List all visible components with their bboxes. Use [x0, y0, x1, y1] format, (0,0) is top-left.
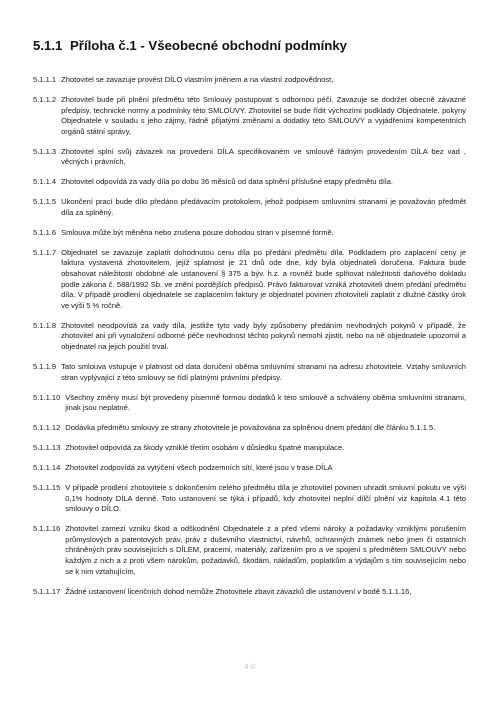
clause-item: [33, 423, 466, 434]
clause-item: [33, 228, 466, 239]
clause-number: 5.1.1.5: [33, 197, 57, 207]
clause-text: Objednatel se zavazuje zaplatit dohodnutou cenu díla po předání předmětu díla. Podkladem pro zaplacení ceny je faktura vystavená zhotovitelem, jejíž splatnost je 21 dnů ode dne, kdy byla objednateli doručena. Faktura bude obsahovat náležitosti obdobné ale ustanovení § 375 a býv. h.z. a rovněž bude splňovat náležitosti daňového dokladu podle zákona č. 588/1992 Sb. ve znění pozdějších předpisů. Právo fakturovat vzniká zhotoviteli dnem předání předmětu díla. V případě prodlení objednatele se zaplacením faktury je objednatel povinen zhotoviteli zaplatit z dlužné částky úrok ve výši 5 % ročně.: [61, 247, 466, 310]
clause-number: 5.1.1.3: [33, 146, 57, 156]
clause-number: 5.1.1.2: [33, 94, 57, 104]
clause-text: Zhotovitel se zavazuje provést DÍLO vlastním jménem a na vlastní zodpovědnost,: [61, 75, 334, 84]
clause-item: [33, 75, 466, 86]
clause-number: 5.1.1.8: [33, 320, 57, 330]
clause-item: [33, 443, 466, 454]
clause-item: [33, 321, 466, 353]
clause-text: Ukončení prací bude dílo předáno předávacím protokolem, jehož podpisem smluvními stranami je považován předmět díla za splněný.: [61, 197, 466, 217]
clause-list: [33, 75, 466, 607]
clause-text: Zhotovitel bude při plnění předmětu této Smlouvy postupovat s odbornou péčí. Zavazuje se dodržet obecně závazné předpisy, technické normy a podmínky této SMLOUVY. Zhotovitel se bude řídit výchozími podklady Objednatele, pokyny Objednatele v souladu s jeho zájmy, řádně přijatými změnami a dodatky této SMLOUVY a vyjádřeními kompetentních orgánů státní správy,: [61, 94, 466, 136]
clause-item: [33, 95, 466, 137]
clause-item: [33, 463, 466, 474]
clause-text: Všechny změny musí být provedeny písemně formou dodatků k této smlouvě a schváleny oběma smluvními stranami, jinak jsou neplatné.: [65, 392, 466, 413]
clause-text: Zhotovitel zamezí vzniku škod a odškodnění Objednatele z a před všemi nároky a požadavky vzniklými porušením průmyslových a patentových práv, práv z duševního vlastnictví, návrhů, ochranných známek nebo jmen či ostatních chráněných práv souvisejících s DÍLEM, pracemi, materiály, zařízením pro a ve spojení s předmětem SMLOUVY nebo každým z nich a z proti všem nárokům, požadavků, škodám, nákladům, poplatkům a výdajům s tím souvisejícím nebo se k nim vztahujícím,: [65, 524, 466, 576]
clause-number: 5.1.1.1: [33, 75, 57, 84]
clause-text: V případě prodlení zhotovitele s dokončením celého předmětu díla je zhotovitel povinen uhradit smluvní pokutu ve výši 0,1% hodnoty DÍLA denně. Toto ustanovení se týká i případů, kdy zhotovitel neplní dílčí plnění viz kapitola 4.1 této smlouvy o DÍLO.: [65, 483, 466, 514]
section-title: Příloha č.1 - Všeobecné obchodní podmínky: [70, 38, 348, 53]
clause-text: Žádné ustanovení licenčních dohod nemůže Zhotovitele zbavit závazků dle ustanovení v bodě 5.1.1.16,: [65, 586, 412, 596]
clause-text: Tato smlouva vstupuje v platnost od data doručení oběma smluvními stranami na adresu zhotovitele. Vztahy smluvních stran vyplývající z této smlouvy se řídí platnými právními předpisy.: [61, 362, 466, 382]
clause-number: 5.1.1.6: [33, 227, 57, 237]
clause-number: 5.1.1.15: [33, 483, 61, 493]
section-heading: [33, 38, 347, 53]
clause-number: 5.1.1.4: [33, 177, 57, 187]
clause-item: [33, 362, 466, 383]
clause-number: 5.1.1.14: [33, 463, 61, 473]
page-footer: 4 ©: [244, 664, 256, 671]
clause-item: [33, 483, 466, 515]
clause-item: [33, 587, 466, 598]
clause-item: [33, 393, 466, 414]
clause-number: 5.1.1.13: [33, 443, 61, 453]
clause-text: Zhotovitel odpovídá za škody vzniklé třetím osobám v důsledku špatné manipulace.: [65, 443, 345, 453]
clause-number: 5.1.1.17: [33, 586, 61, 596]
clause-number: 5.1.1.7: [33, 247, 57, 257]
clause-text: Zhotovitel splní svůj závazek na provedení DÍLA specifikovaném ve smlouvě řádným provedením DÍLA bez vad , věcných i právních,: [61, 146, 466, 167]
clause-item: [33, 197, 466, 218]
clause-item: [33, 147, 466, 168]
clause-text: Smlouva může být měněna nebo zrušena pouze dohodou stran v písemné formě.: [61, 227, 334, 237]
clause-item: [33, 248, 466, 312]
clause-number: 5.1.1.12: [33, 423, 61, 433]
clause-text: Zhotovitel odpovídá za vady díla po dobu 36 měsíců od data splnění příslušné etapy předmětu díla.: [61, 177, 393, 187]
clause-text: Zhotovitel neodpovídá za vady díla, jestliže tyto vady byly způsobeny předáním nevhodných pokynů v případě, že zhotovitel ani při vynaložení odborné péče nevhodnost těchto pokynů nemohl zjistit, nebo na ně objednatele upozornil a objednatel na jejich použití trval.: [61, 320, 466, 352]
clause-number: 5.1.1.16: [33, 524, 61, 534]
clause-text: Zhotovitel zodpovídá za vytýčení všech podzemních sítí, které jsou v trase DÍLA: [65, 463, 333, 473]
section-number: 5.1.1: [33, 38, 63, 53]
clause-text: Dodávka předmětu smlouvy ze strany zhotovitele je považována za splněnou dnem předání dle článku 5.1.1.5.: [65, 423, 436, 433]
clause-item: [33, 524, 466, 577]
clause-number: 5.1.1.9: [33, 362, 57, 371]
clause-number: 5.1.1.10: [33, 392, 61, 402]
clause-item: [33, 177, 466, 188]
